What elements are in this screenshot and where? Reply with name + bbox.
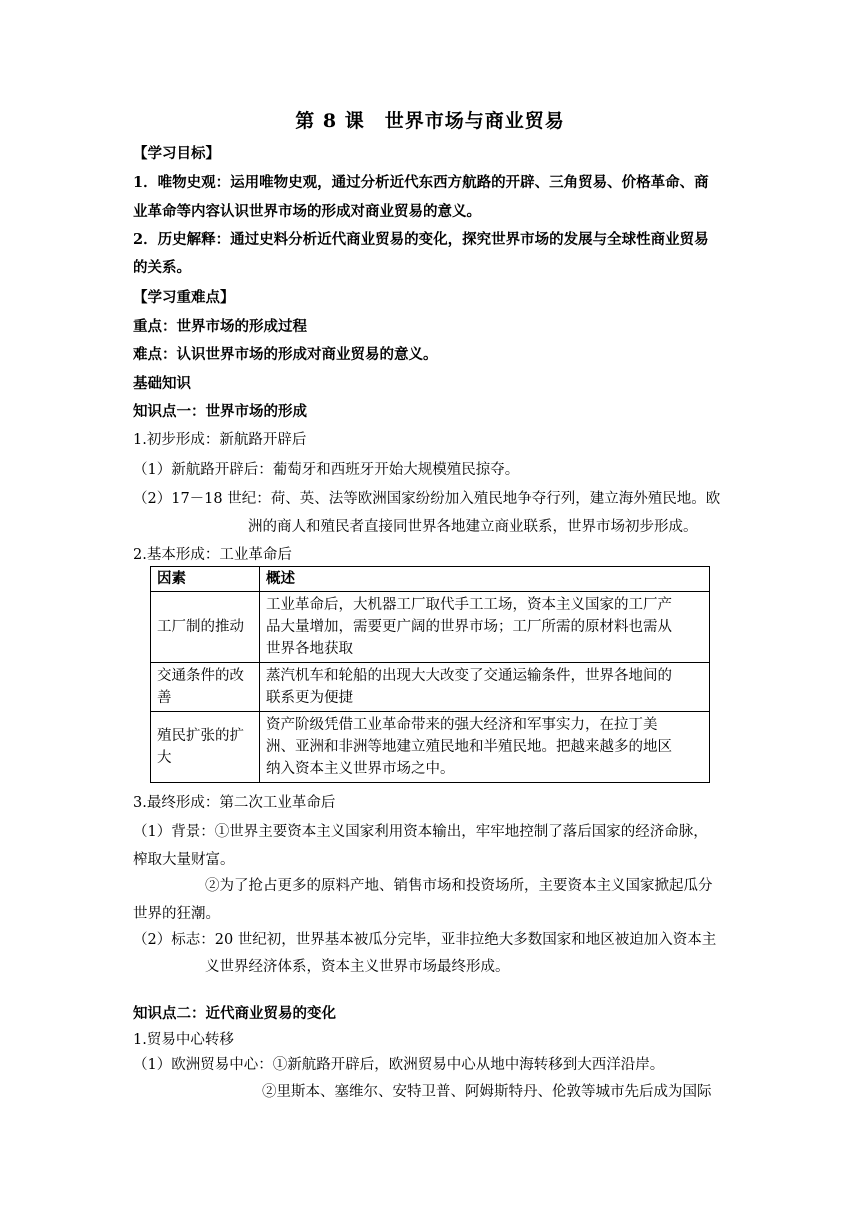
factors-table — [150, 566, 710, 783]
description-line: 纳入资本主义世界市场之中。 — [266, 761, 455, 777]
description-line: 世界各地获取 — [266, 641, 353, 657]
difficulty-heading: 【学习重难点】 — [133, 289, 235, 306]
section-1-item-2-line-2: 洲的商人和殖民者直接同世界各地建立商业联系，世界市场初步形成。 — [248, 519, 698, 535]
description-line: 蒸汽机车和轮船的出现大大改变了交通运输条件，世界各地间的 — [266, 668, 672, 684]
trade-section-1-heading: 1.贸易中心转移 — [133, 1032, 234, 1048]
objective-1-line-1: 1．唯物史观：运用唯物史观，通过分析近代东西方航路的开辟、三角贸易、价格革命、商 — [133, 174, 709, 191]
description-line: 联系更为便捷 — [266, 690, 353, 706]
knowledge-point-1-heading: 知识点一：世界市场的形成 — [133, 403, 307, 420]
table-row — [151, 592, 710, 663]
factor-cell — [151, 663, 260, 712]
description-line: 品大量增加，需要更广阔的世界市场；工厂所需的原材料也需从 — [266, 619, 672, 635]
section-3-item-1-line-3: ②为了抢占更多的原料产地、销售市场和投资场所，主要资本主义国家掀起瓜分 — [205, 878, 713, 894]
section-1-item-2-line-1: （2）17－18 世纪：荷、英、法等欧洲国家纷纷加入殖民地争夺行列，建立海外殖民地。欧 — [133, 491, 721, 507]
objectives-heading: 【学习目标】 — [133, 145, 220, 162]
header-factor: 因素 — [151, 567, 260, 592]
section-3-item-1-line-4: 世界的狂潮。 — [133, 906, 220, 922]
factor-line: 交通条件的改 — [157, 668, 244, 684]
basic-knowledge-heading: 基础知识 — [133, 375, 191, 392]
section-1-heading: 1.初步形成：新航路开辟后 — [133, 432, 307, 448]
section-2-heading: 2.基本形成：工业革命后 — [133, 547, 292, 563]
factor-line: 殖民扩张的扩 — [157, 728, 244, 744]
lesson-title: 第 8 课 世界市场与商业贸易 — [295, 110, 565, 132]
factor-cell — [151, 712, 260, 783]
trade-section-1-item-1-line-1: （1）欧洲贸易中心：①新航路开辟后，欧洲贸易中心从地中海转移到大西洋沿岸。 — [133, 1057, 665, 1073]
section-3-heading: 3.最终形成：第二次工业革命后 — [133, 795, 336, 811]
table-row — [151, 712, 710, 783]
factor-line: 大 — [157, 750, 172, 766]
header-description: 概述 — [260, 567, 710, 592]
factor-line: 善 — [157, 690, 172, 706]
difficult-point: 难点：认识世界市场的形成对商业贸易的意义。 — [133, 346, 438, 363]
objective-2-line-2: 的关系。 — [133, 259, 191, 276]
table-row — [151, 663, 710, 712]
table-header-row — [151, 567, 710, 592]
section-3-item-2-line-2: 义世界经济体系，资本主义世界市场最终形成。 — [205, 959, 510, 975]
factor-cell: 工厂制的推动 — [151, 592, 260, 663]
knowledge-point-2-heading: 知识点二：近代商业贸易的变化 — [133, 1005, 336, 1022]
objective-2-line-1: 2．历史解释：通过史料分析近代商业贸易的变化，探究世界市场的发展与全球性商业贸易 — [133, 231, 709, 248]
objective-1-line-2: 业革命等内容认识世界市场的形成对商业贸易的意义。 — [133, 203, 481, 220]
key-point: 重点：世界市场的形成过程 — [133, 318, 307, 335]
section-1-item-1: （1）新航路开辟后：葡萄牙和西班牙开始大规模殖民掠夺。 — [133, 462, 520, 478]
description-line: 资产阶级凭借工业革命带来的强大经济和军事实力，在拉丁美 — [266, 717, 658, 733]
description-cell — [260, 712, 710, 783]
description-line: 工业革命后，大机器工厂取代手工工场，资本主义国家的工厂产 — [266, 597, 672, 613]
trade-section-1-item-1-line-2: ②里斯本、塞维尔、安特卫普、阿姆斯特丹、伦敦等城市先后成为国际 — [262, 1084, 712, 1100]
section-3-item-1-line-1: （1）背景：①世界主要资本主义国家利用资本输出，牢牢地控制了落后国家的经济命脉， — [133, 824, 708, 840]
description-cell — [260, 592, 710, 663]
section-3-item-1-line-2: 榨取大量财富。 — [133, 852, 235, 868]
section-3-item-2-line-1: （2）标志：20 世纪初，世界基本被瓜分完毕，亚非拉绝大多数国家和地区被迫加入资本主 — [133, 932, 717, 948]
description-cell — [260, 663, 710, 712]
description-line: 洲、亚洲和非洲等地建立殖民地和半殖民地。把越来越多的地区 — [266, 739, 672, 755]
